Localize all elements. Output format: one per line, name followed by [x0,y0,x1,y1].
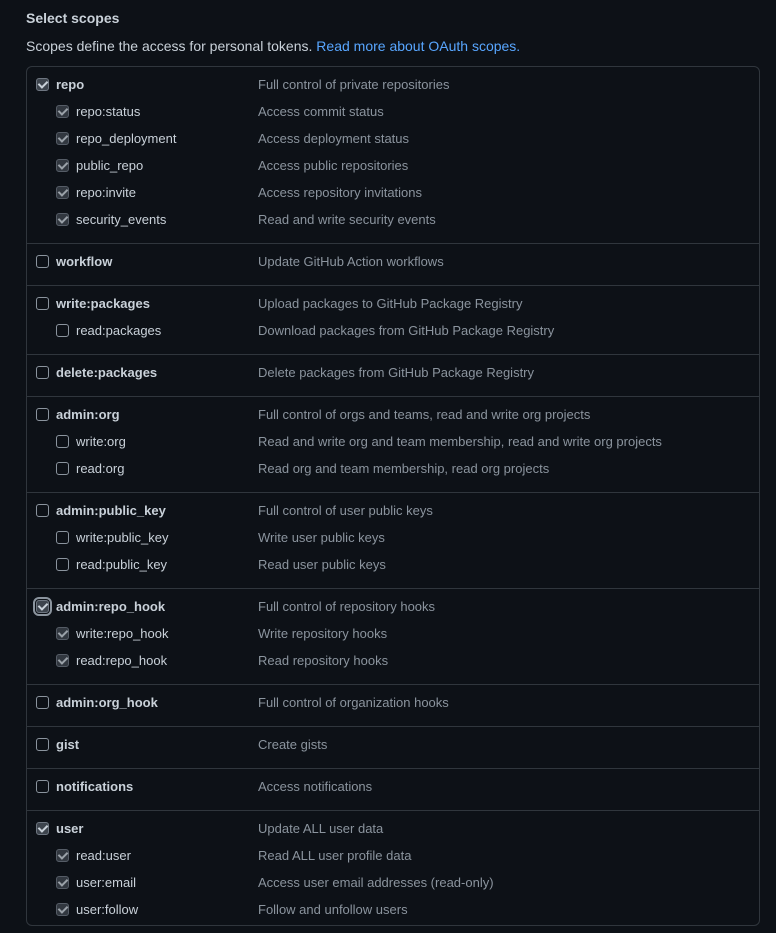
scope-checkbox[interactable] [36,504,49,517]
scope-checkbox[interactable] [36,255,49,268]
scope-name[interactable]: repo:status [76,104,141,119]
scope-checkbox[interactable] [36,822,49,835]
scope-description: Read repository hooks [258,653,389,668]
scope-description: Read and write security events [258,212,436,227]
scope-checkbox[interactable] [36,78,49,91]
scope-name[interactable]: repo [56,77,85,92]
description-text: Scopes define the access for personal tokens. [26,38,313,54]
scope-checkbox[interactable] [56,462,69,475]
scope-name[interactable]: user [56,821,84,836]
scope-name[interactable]: admin:public_key [56,503,166,518]
scope-name[interactable]: read:public_key [76,557,168,572]
scope-group-notifications [27,768,759,810]
scope-description: Delete packages from GitHub Package Registry [258,365,535,380]
scope-description: Access notifications [258,779,373,794]
scope-group-admin-public-key [27,492,759,588]
scope-name[interactable]: security_events [76,212,167,227]
scope-description: Write user public keys [258,530,385,545]
scope-name[interactable]: write:public_key [76,530,169,545]
scope-row[interactable] [27,695,759,722]
scope-checkbox[interactable] [36,780,49,793]
scope-name[interactable]: public_repo [76,158,144,173]
scope-name[interactable]: admin:org [56,407,120,422]
scope-description: Read and write org and team membership, read and write org projects [258,434,662,449]
scope-name[interactable]: gist [56,737,80,752]
scope-row[interactable] [27,875,759,902]
scope-row[interactable] [27,821,759,848]
scope-group-admin-org-hook [27,684,759,726]
scope-row[interactable] [27,131,759,158]
scope-checkbox[interactable] [36,297,49,310]
scope-name[interactable]: delete:packages [56,365,158,380]
scope-group-gist [27,726,759,768]
scope-description: Full control of user public keys [258,503,433,518]
scope-group-workflow [27,243,759,285]
scope-description: Access repository invitations [258,185,423,200]
scope-row[interactable] [27,407,759,434]
scope-checkbox[interactable] [56,849,69,862]
scope-checkbox[interactable] [56,186,69,199]
scope-row[interactable] [27,461,759,488]
scope-group-repo [27,67,759,243]
scope-row[interactable] [27,77,759,104]
scope-name[interactable]: read:org [76,461,125,476]
scope-name[interactable]: user:follow [76,902,139,917]
scope-description: Full control of orgs and teams, read and write org projects [258,407,591,422]
scope-description: Full control of repository hooks [258,599,436,614]
scope-row[interactable] [27,434,759,461]
section-title: Select scopes [26,10,120,26]
scope-row[interactable] [27,530,759,557]
scope-row[interactable] [27,365,759,392]
scope-checkbox[interactable] [56,435,69,448]
scope-description: Write repository hooks [258,626,388,641]
scope-name[interactable]: workflow [56,254,113,269]
scope-checkbox[interactable] [56,903,69,916]
scope-row[interactable] [27,185,759,212]
scope-name[interactable]: write:packages [56,296,150,311]
scope-row[interactable] [27,158,759,185]
scope-name[interactable]: write:repo_hook [76,626,169,641]
scope-checkbox[interactable] [56,531,69,544]
scope-row[interactable] [27,626,759,653]
scope-group-delete-packages [27,354,759,396]
scope-name[interactable]: notifications [56,779,134,794]
section-description [26,38,520,54]
scopes-list [26,66,760,926]
scope-checkbox[interactable] [56,132,69,145]
scope-row[interactable] [27,323,759,350]
scope-checkbox[interactable] [36,408,49,421]
scope-checkbox[interactable] [36,366,49,379]
scope-group-admin-repo-hook [27,588,759,684]
scope-description: Update GitHub Action workflows [258,254,444,269]
scope-checkbox[interactable] [56,324,69,337]
scope-description: Upload packages to GitHub Package Registry [258,296,523,311]
scope-checkbox[interactable] [56,159,69,172]
scope-checkbox[interactable] [36,738,49,751]
scope-checkbox[interactable] [56,876,69,889]
scope-description: Access user email addresses (read-only) [258,875,494,890]
scope-row[interactable] [27,212,759,239]
scope-name[interactable]: admin:org_hook [56,695,158,710]
scope-row[interactable] [27,848,759,875]
scope-name[interactable]: read:repo_hook [76,653,168,668]
scope-checkbox[interactable] [36,696,49,709]
scope-name[interactable]: admin:repo_hook [56,599,166,614]
scope-description: Full control of private repositories [258,77,450,92]
scope-row[interactable] [27,653,759,680]
scope-checkbox[interactable] [56,558,69,571]
scope-checkbox[interactable] [56,213,69,226]
scope-row[interactable] [27,737,759,764]
scope-row[interactable] [27,557,759,584]
scope-row[interactable] [27,254,759,281]
scope-description: Update ALL user data [258,821,384,836]
scope-name[interactable]: read:user [76,848,131,863]
scope-name[interactable]: repo_deployment [76,131,177,146]
scope-description: Read org and team membership, read org projects [258,461,550,476]
scope-name[interactable]: repo:invite [76,185,136,200]
scope-description: Read ALL user profile data [258,848,412,863]
oauth-scopes-link[interactable]: Read more about OAuth scopes. [316,38,521,54]
scope-description: Follow and unfollow users [258,902,408,917]
scope-description: Full control of organization hooks [258,695,449,710]
scope-row[interactable] [27,503,759,530]
scope-description: Create gists [258,737,328,752]
scope-name[interactable]: write:org [76,434,126,449]
scope-row[interactable] [27,599,759,626]
scope-description: Access deployment status [258,131,410,146]
scope-description: Access public repositories [258,158,409,173]
scope-row[interactable] [27,902,759,929]
scope-row[interactable] [27,779,759,806]
scope-description: Read user public keys [258,557,386,572]
scope-group-admin-org [27,396,759,492]
scope-description: Download packages from GitHub Package Registry [258,323,555,338]
scope-row[interactable] [27,104,759,131]
scope-name[interactable]: user:email [76,875,136,890]
scope-group-user [27,810,759,933]
scope-group-write-packages [27,285,759,354]
scope-checkbox[interactable] [56,627,69,640]
scope-checkbox[interactable] [56,654,69,667]
scope-description: Access commit status [258,104,384,119]
scope-row[interactable] [27,296,759,323]
scope-checkbox[interactable] [56,105,69,118]
scope-checkbox[interactable] [36,600,49,613]
scope-name[interactable]: read:packages [76,323,162,338]
